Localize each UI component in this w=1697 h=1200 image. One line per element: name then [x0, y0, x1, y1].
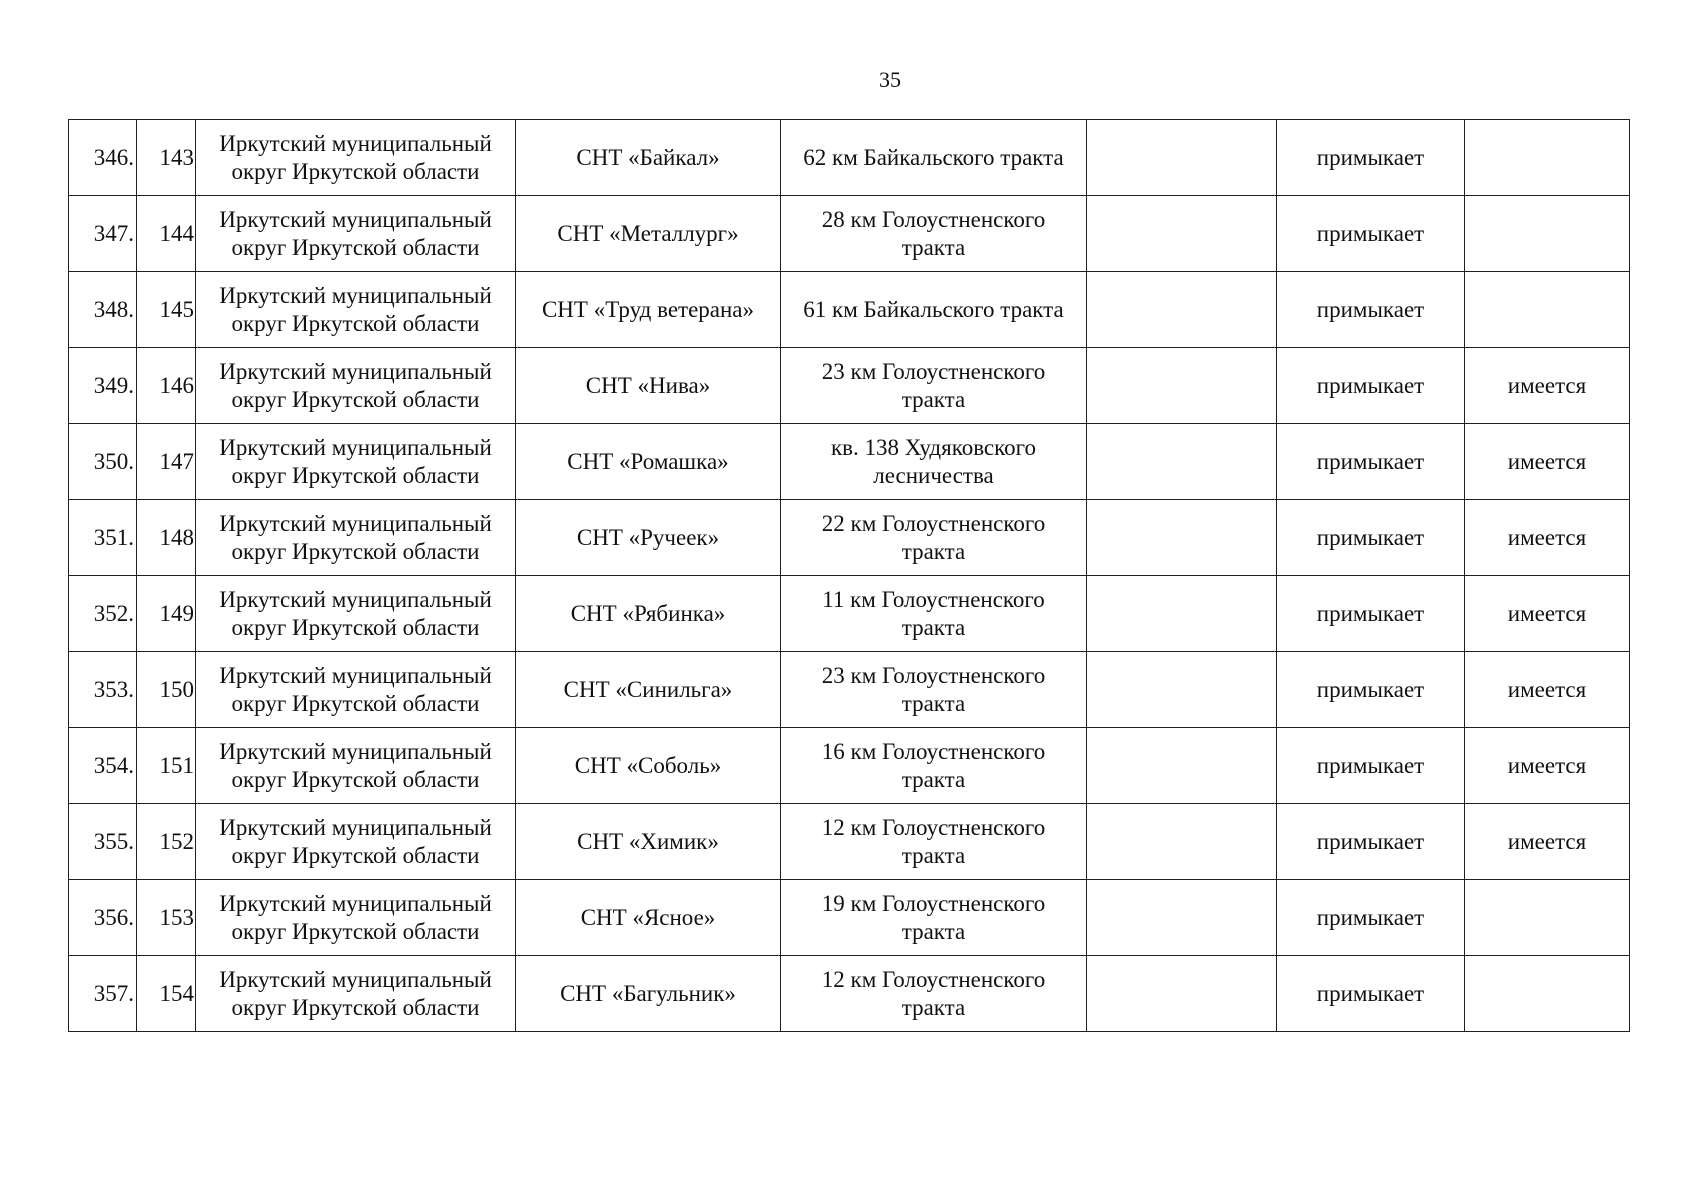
district-line-2: округ Иркутской области	[231, 690, 480, 716]
row-number-cell	[69, 652, 137, 728]
name-cell	[516, 348, 781, 424]
location-line-1: 16 км Голоустненского	[821, 738, 1046, 764]
row-number: 352.	[93, 600, 134, 626]
row-number-cell	[69, 576, 137, 652]
location-line-1: 11 км Голоустненского	[822, 586, 1045, 612]
district-line-1: Иркутский муниципальный	[219, 434, 492, 460]
district-line-2: округ Иркутской области	[231, 614, 480, 640]
name-cell	[516, 272, 781, 348]
sub-number-cell	[137, 500, 196, 576]
row-number-cell	[69, 120, 137, 196]
sub-number: 147	[159, 448, 194, 474]
district-line-2: округ Иркутской области	[231, 234, 480, 260]
table-row	[69, 956, 1630, 1032]
row-number-cell	[69, 804, 137, 880]
district-line-1: Иркутский муниципальный	[219, 662, 492, 688]
availability-value: имеется	[1507, 828, 1587, 854]
row-number-cell	[69, 500, 137, 576]
adjacency-cell	[1277, 804, 1465, 880]
district-line-1: Иркутский муниципальный	[219, 966, 492, 992]
table-row	[69, 424, 1630, 500]
settlement-name: СНТ «Байкал»	[576, 144, 720, 170]
district-cell	[196, 272, 516, 348]
availability-cell	[1465, 728, 1630, 804]
settlement-name: СНТ «Нива»	[585, 372, 711, 398]
district-cell	[196, 120, 516, 196]
adjacency-value: примыкает	[1316, 600, 1425, 626]
name-cell	[516, 728, 781, 804]
availability-cell	[1465, 424, 1630, 500]
sub-number-cell	[137, 880, 196, 956]
name-cell	[516, 576, 781, 652]
district-line-2: округ Иркутской области	[231, 842, 480, 868]
sub-number-cell	[137, 424, 196, 500]
row-number: 347.	[93, 220, 134, 246]
adjacency-value: примыкает	[1316, 524, 1425, 550]
row-number-cell	[69, 348, 137, 424]
row-number: 351.	[93, 524, 134, 550]
district-line-2: округ Иркутской области	[231, 538, 480, 564]
location-cell	[781, 272, 1087, 348]
location-cell	[781, 804, 1087, 880]
district-line-1: Иркутский муниципальный	[219, 814, 492, 840]
district-line-1: Иркутский муниципальный	[219, 890, 492, 916]
row-number-cell	[69, 728, 137, 804]
location-cell	[781, 196, 1087, 272]
location-cell	[781, 120, 1087, 196]
availability-value: имеется	[1507, 752, 1587, 778]
blank-cell	[1087, 196, 1277, 272]
location-line-1: 12 км Голоустненского	[821, 966, 1046, 992]
table-row	[69, 500, 1630, 576]
sub-number-cell	[137, 272, 196, 348]
district-cell	[196, 576, 516, 652]
district-cell	[196, 424, 516, 500]
location-line-1: 62 км Байкальского тракта	[803, 144, 1064, 170]
location-cell	[781, 424, 1087, 500]
location-line-2: тракта	[901, 538, 966, 564]
sub-number: 145	[159, 296, 194, 322]
row-number: 357.	[93, 980, 134, 1006]
location-line-2: тракта	[901, 918, 966, 944]
blank-cell	[1087, 804, 1277, 880]
row-number-cell	[69, 196, 137, 272]
district-cell	[196, 956, 516, 1032]
row-number: 353.	[93, 676, 134, 702]
sub-number-cell	[137, 728, 196, 804]
availability-cell	[1465, 500, 1630, 576]
location-line-2: тракта	[901, 614, 966, 640]
sub-number: 152	[159, 828, 194, 854]
sub-number: 149	[159, 600, 194, 626]
table-body	[69, 120, 1630, 1032]
sub-number-cell	[137, 804, 196, 880]
name-cell	[516, 652, 781, 728]
sub-number-cell	[137, 956, 196, 1032]
district-cell	[196, 196, 516, 272]
adjacency-value: примыкает	[1316, 980, 1425, 1006]
table-row	[69, 804, 1630, 880]
location-line-2: тракта	[901, 994, 966, 1020]
table-row	[69, 196, 1630, 272]
district-cell	[196, 728, 516, 804]
sub-number-cell	[137, 652, 196, 728]
blank-cell	[1087, 424, 1277, 500]
sub-number: 144	[159, 220, 194, 246]
row-number: 355.	[93, 828, 134, 854]
district-line-1: Иркутский муниципальный	[219, 738, 492, 764]
availability-value: имеется	[1507, 600, 1587, 626]
blank-cell	[1087, 956, 1277, 1032]
settlement-name: СНТ «Труд ветерана»	[541, 296, 755, 322]
blank-cell	[1087, 576, 1277, 652]
location-line-1: 23 км Голоустненского	[821, 358, 1046, 384]
table-row	[69, 120, 1630, 196]
location-cell	[781, 956, 1087, 1032]
name-cell	[516, 500, 781, 576]
location-line-2: тракта	[901, 766, 966, 792]
location-cell	[781, 652, 1087, 728]
availability-cell	[1465, 804, 1630, 880]
settlement-name: СНТ «Рябинка»	[570, 600, 726, 626]
sub-number-cell	[137, 348, 196, 424]
availability-cell	[1465, 576, 1630, 652]
adjacency-cell	[1277, 424, 1465, 500]
district-cell	[196, 804, 516, 880]
settlement-name: СНТ «Соболь»	[574, 752, 722, 778]
sub-number: 154	[159, 980, 194, 1006]
row-number-cell	[69, 956, 137, 1032]
row-number-cell	[69, 424, 137, 500]
district-line-1: Иркутский муниципальный	[219, 358, 492, 384]
location-cell	[781, 500, 1087, 576]
location-line-2: тракта	[901, 234, 966, 260]
blank-cell	[1087, 880, 1277, 956]
blank-cell	[1087, 728, 1277, 804]
adjacency-value: примыкает	[1316, 752, 1425, 778]
adjacency-cell	[1277, 728, 1465, 804]
table-row	[69, 348, 1630, 424]
settlement-name: СНТ «Ромашка»	[567, 448, 729, 474]
blank-cell	[1087, 500, 1277, 576]
location-line-1: 22 км Голоустненского	[821, 510, 1046, 536]
adjacency-cell	[1277, 880, 1465, 956]
sub-number-cell	[137, 120, 196, 196]
sub-number: 153	[159, 904, 194, 930]
district-cell	[196, 348, 516, 424]
location-line-1: 28 км Голоустненского	[821, 206, 1046, 232]
location-line-1: 23 км Голоустненского	[821, 662, 1046, 688]
name-cell	[516, 424, 781, 500]
adjacency-value: примыкает	[1316, 372, 1425, 398]
row-number-cell	[69, 272, 137, 348]
location-line-1: кв. 138 Худяковского	[830, 434, 1036, 460]
district-line-1: Иркутский муниципальный	[219, 586, 492, 612]
location-line-2: лесничества	[873, 462, 994, 488]
location-cell	[781, 728, 1087, 804]
row-number: 354.	[93, 752, 134, 778]
adjacency-value: примыкает	[1316, 296, 1425, 322]
availability-cell	[1465, 652, 1630, 728]
adjacency-value: примыкает	[1316, 904, 1425, 930]
row-number: 349.	[93, 372, 134, 398]
adjacency-cell	[1277, 272, 1465, 348]
location-line-2: тракта	[901, 690, 966, 716]
adjacency-value: примыкает	[1316, 144, 1425, 170]
blank-cell	[1087, 272, 1277, 348]
table-row	[69, 576, 1630, 652]
name-cell	[516, 956, 781, 1032]
district-line-1: Иркутский муниципальный	[219, 206, 492, 232]
table-row	[69, 272, 1630, 348]
district-cell	[196, 652, 516, 728]
settlement-name: СНТ «Ясное»	[580, 904, 716, 930]
district-cell	[196, 500, 516, 576]
availability-cell	[1465, 956, 1630, 1032]
district-line-2: округ Иркутской области	[231, 386, 480, 412]
district-line-1: Иркутский муниципальный	[219, 510, 492, 536]
sub-number: 151	[159, 752, 194, 778]
settlements-table	[68, 119, 1630, 1032]
adjacency-cell	[1277, 120, 1465, 196]
district-line-2: округ Иркутской области	[231, 310, 480, 336]
district-line-2: округ Иркутской области	[231, 158, 480, 184]
sub-number: 146	[159, 372, 194, 398]
sub-number-cell	[137, 576, 196, 652]
district-line-2: округ Иркутской области	[231, 766, 480, 792]
location-line-1: 19 км Голоустненского	[821, 890, 1046, 916]
availability-value: имеется	[1507, 372, 1587, 398]
row-number: 356.	[93, 904, 134, 930]
availability-cell	[1465, 880, 1630, 956]
availability-value: имеется	[1507, 524, 1587, 550]
location-line-2: тракта	[901, 386, 966, 412]
name-cell	[516, 120, 781, 196]
blank-cell	[1087, 652, 1277, 728]
settlement-name: СНТ «Металлург»	[557, 220, 739, 246]
sub-number-cell	[137, 196, 196, 272]
name-cell	[516, 196, 781, 272]
district-cell	[196, 880, 516, 956]
adjacency-cell	[1277, 196, 1465, 272]
availability-cell	[1465, 120, 1630, 196]
adjacency-cell	[1277, 956, 1465, 1032]
table-row	[69, 652, 1630, 728]
blank-cell	[1087, 120, 1277, 196]
sub-number: 150	[159, 676, 194, 702]
name-cell	[516, 880, 781, 956]
adjacency-value: примыкает	[1316, 828, 1425, 854]
sub-number: 148	[159, 524, 194, 550]
adjacency-cell	[1277, 576, 1465, 652]
settlement-name: СНТ «Багульник»	[560, 980, 736, 1006]
district-line-2: округ Иркутской области	[231, 918, 480, 944]
availability-cell	[1465, 196, 1630, 272]
name-cell	[516, 804, 781, 880]
settlement-name: СНТ «Ручеек»	[576, 524, 720, 550]
blank-cell	[1087, 348, 1277, 424]
row-number-cell	[69, 880, 137, 956]
location-line-1: 12 км Голоустненского	[821, 814, 1046, 840]
adjacency-cell	[1277, 348, 1465, 424]
table-row	[69, 880, 1630, 956]
page-number: 35	[879, 67, 901, 92]
adjacency-cell	[1277, 652, 1465, 728]
row-number: 346.	[93, 144, 134, 170]
location-cell	[781, 348, 1087, 424]
table-row	[69, 728, 1630, 804]
settlement-name: СНТ «Химик»	[577, 828, 719, 854]
location-line-1: 61 км Байкальского тракта	[803, 296, 1064, 322]
availability-cell	[1465, 272, 1630, 348]
location-cell	[781, 576, 1087, 652]
sub-number: 143	[159, 144, 194, 170]
availability-value: имеется	[1507, 676, 1587, 702]
adjacency-cell	[1277, 500, 1465, 576]
adjacency-value: примыкает	[1316, 220, 1425, 246]
district-line-1: Иркутский муниципальный	[219, 282, 492, 308]
location-line-2: тракта	[901, 842, 966, 868]
district-line-2: округ Иркутской области	[231, 462, 480, 488]
availability-cell	[1465, 348, 1630, 424]
adjacency-value: примыкает	[1316, 676, 1425, 702]
row-number: 348.	[93, 296, 134, 322]
location-cell	[781, 880, 1087, 956]
row-number: 350.	[93, 448, 134, 474]
district-line-1: Иркутский муниципальный	[219, 130, 492, 156]
settlement-name: СНТ «Синильга»	[563, 676, 733, 702]
availability-value: имеется	[1507, 448, 1587, 474]
adjacency-value: примыкает	[1316, 448, 1425, 474]
district-line-2: округ Иркутской области	[231, 994, 480, 1020]
